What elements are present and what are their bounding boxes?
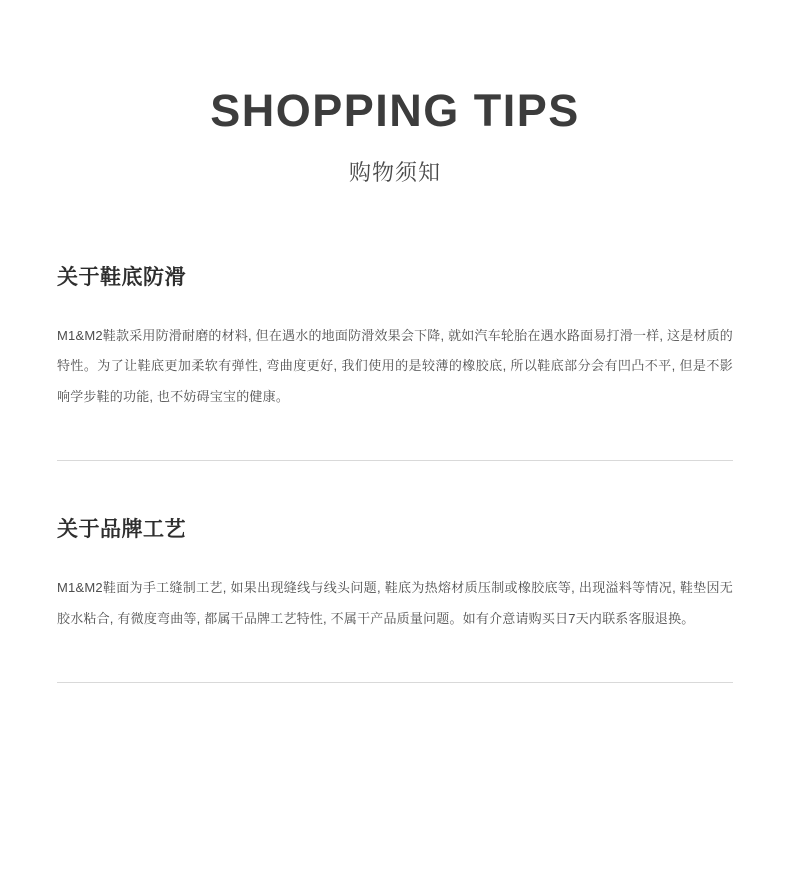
section-heading: 关于鞋底防滑 <box>57 265 186 289</box>
page-title: SHOPPING TIPS <box>210 85 580 136</box>
section-divider <box>57 682 733 683</box>
section-sole-antislip <box>57 261 733 413</box>
section-divider <box>57 460 733 461</box>
section-body: M1&M2鞋面为手工缝制工艺, 如果出现缝线与线头问题, 鞋底为热熔材质压制或橡胶底等, 出现溢料等情况, 鞋垫因无胶水粘合, 有微度弯曲等, 都属干品牌工艺特性, 不属干产品质量问题。如有介意请购买日7天内联系客服退换。 <box>57 580 733 626</box>
section-body: M1&M2鞋款采用防滑耐磨的材料, 但在遇水的地面防滑效果会下降, 就如汽车轮胎在遇水路面易打滑一样, 这是材质的特性。为了让鞋底更加柔软有弹性, 弯曲度更好, 我们使用的是较薄的橡胶底, 所以鞋底部分会有凹凸不平, 但是不影响学步鞋的功能, 也不妨碍宝宝的健康。 <box>57 327 733 404</box>
page-header <box>0 0 790 187</box>
tips-content <box>0 261 790 684</box>
section-heading: 关于品牌工艺 <box>57 518 186 542</box>
section-brand-craft <box>57 513 733 634</box>
page-subtitle: 购物须知 <box>348 159 441 185</box>
